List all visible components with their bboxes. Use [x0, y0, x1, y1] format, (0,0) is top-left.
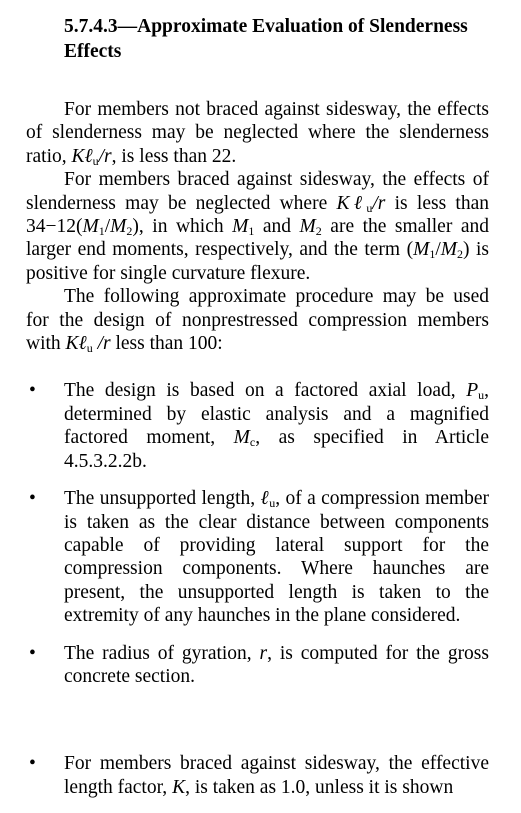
b2-l-sub: u: [269, 496, 276, 511]
para2-m1c-sub: 1: [429, 247, 436, 262]
para2-t3: ), in which: [132, 216, 233, 238]
para2-t4: and: [254, 216, 300, 238]
bullet-effective-length-factor: [26, 752, 489, 799]
para2-m2b-sub: 2: [315, 224, 322, 239]
b3-r: r: [259, 642, 268, 664]
para2-m2c: M: [440, 239, 457, 261]
b1-t3: , as specified in Article 4.5.3.2.2b.: [64, 427, 490, 472]
section-heading: 5.7.4.3—Approximate Evaluation of Slenderness Effects: [64, 16, 468, 62]
bullet-dot: •: [29, 380, 36, 402]
b3-t1: The radius of gyration,: [64, 642, 260, 664]
para2-m1a-sub: 1: [98, 224, 105, 239]
para2-m2a: M: [110, 216, 127, 238]
para2-m1b: M: [232, 216, 249, 238]
b4-t1: For members braced against sidesway, the effective length factor,: [64, 753, 489, 798]
document-page: [26, 14, 489, 813]
bullet-unsupported-length: [26, 487, 489, 627]
para2-t2: is less than 34−12(: [26, 192, 489, 238]
b1-p: P: [466, 380, 479, 402]
para2-slash1: /: [104, 216, 111, 238]
b1-t2: , determined by elastic analysis and a magnified factored moment,: [64, 380, 489, 449]
para1-text-before: For members not braced against sidesway, the effects of slenderness may be neglected where the slenderness ratio,: [26, 99, 489, 167]
para2-m1c: M: [413, 239, 430, 261]
b4-k: K: [172, 776, 186, 798]
para1-expr-after: /r: [98, 145, 112, 167]
para2-m2c-sub: 2: [457, 247, 463, 262]
para2-t5: are the smaller and larger end moments, respectively, and the term (: [26, 216, 489, 261]
bullet-dot: •: [29, 488, 36, 510]
b2-l: ℓ: [260, 488, 270, 510]
para2-m2a-sub: 2: [126, 224, 133, 239]
para1-text-after: , is less than 22.: [111, 145, 237, 167]
bullet-factored-load: [26, 379, 489, 473]
para2-m1b-sub: 1: [248, 224, 255, 239]
bullet-radius-of-gyration: [26, 642, 489, 689]
bullet-dot: •: [29, 642, 36, 664]
para2-t6: ) is positive for single curvature flexure.: [26, 239, 489, 284]
paragraph-braced: [26, 168, 489, 285]
b2-t1: The unsupported length,: [64, 488, 261, 510]
para3-expr-sub: u: [86, 341, 93, 356]
b1-m-sub: c: [249, 435, 256, 450]
para2-t1: For members braced against sidesway, the effects of slenderness may be neglected where: [26, 169, 489, 214]
bullet-dot: •: [29, 753, 36, 775]
paragraph-procedure-intro: [26, 285, 489, 355]
para3-expr-after: /r: [92, 333, 111, 355]
b1-p-sub: u: [478, 388, 485, 403]
para3-expr: Kℓ: [65, 333, 87, 355]
para2-m1a: M: [82, 216, 99, 238]
para2-expr1-sub: u: [366, 200, 373, 215]
para1-expr-sub: u: [92, 153, 99, 168]
para3-t1: The following approximate procedure may be used for the design of nonprestressed compression members with: [26, 286, 489, 355]
para2-expr1-after: /r: [372, 192, 386, 214]
para3-t2: less than 100:: [110, 333, 223, 355]
procedure-bullet-list: [26, 379, 489, 799]
b4-t2: , is taken as 1.0, unless it is shown: [185, 776, 454, 798]
para2-slash2: /: [435, 239, 441, 261]
para1-expr: Kℓ: [71, 145, 93, 167]
b1-t1: The design is based on a factored axial load,: [64, 380, 467, 402]
para2-expr1: Kℓ: [336, 192, 367, 214]
b1-m: M: [233, 427, 250, 449]
para2-m2b: M: [299, 216, 316, 238]
b2-t2: , of a compression member is taken as the clear distance between components capable of providing lateral support for the compression components. Where haunches are present, the unsupported length is taken to the extremity of any haunches in the plane considered.: [64, 488, 490, 627]
paragraph-unbraced: [26, 98, 489, 168]
b3-t2: , is computed for the gross concrete section.: [64, 642, 489, 687]
